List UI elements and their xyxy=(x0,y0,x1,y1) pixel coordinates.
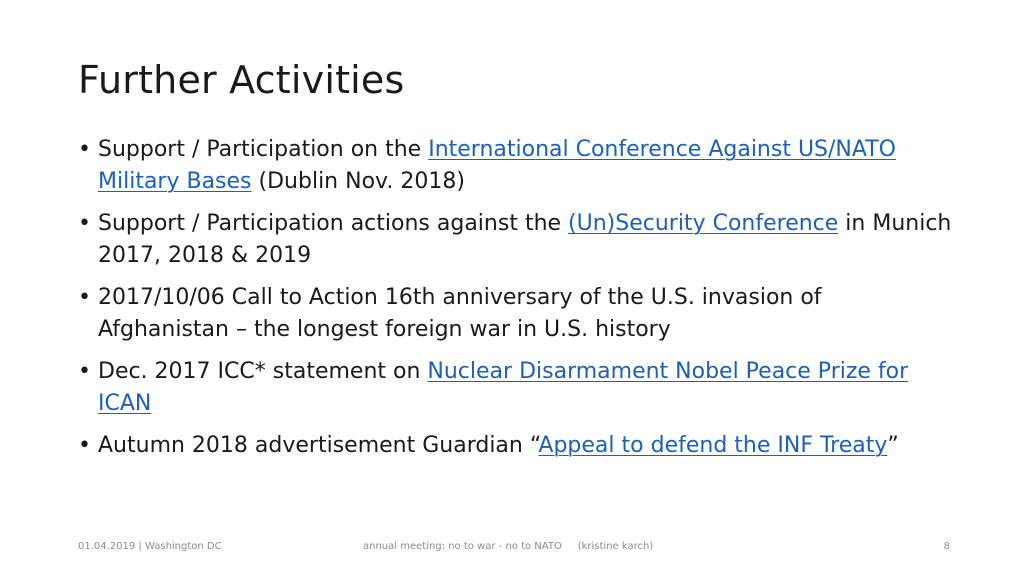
bullet-item-3 xyxy=(76,282,956,346)
bullet-item-5 xyxy=(76,430,956,462)
bullet-text: Dec. 2017 ICC* statement on xyxy=(98,359,428,384)
bullet-item-1 xyxy=(76,134,956,198)
bullet-item-4 xyxy=(76,356,956,420)
bullet-text: (Dublin Nov. 2018) xyxy=(251,169,465,194)
link-security-conference[interactable]: (Un)Security Conference xyxy=(568,211,839,236)
link-nobel-peace-prize[interactable]: Nuclear Disarmament Nobel Peace Prize for ICAN xyxy=(98,359,909,416)
slide-title: Further Activities xyxy=(78,58,405,102)
bullet-text: in Munich 2017, 2018 & 2019 xyxy=(98,211,952,268)
footer-center-text: annual meeting: no to war - no to NATO (kristine karch) xyxy=(363,541,654,552)
bullet-dot: • xyxy=(78,433,91,458)
bullet-text: ” xyxy=(887,433,899,458)
link-international-conference[interactable]: International Conference Against US/NATO Military Bases xyxy=(98,137,896,194)
bullet-dot: • xyxy=(78,137,91,162)
link-inf-treaty-appeal[interactable]: Appeal to defend the INF Treaty xyxy=(538,433,888,458)
bullet-text: Support / Participation on the xyxy=(98,137,429,162)
bullet-item-2 xyxy=(76,208,956,272)
page-number: 8 xyxy=(943,541,950,552)
bullet-text: Support / Participation actions against the xyxy=(98,211,569,236)
bullet-dot: • xyxy=(78,211,91,236)
bullet-dot: • xyxy=(78,285,91,310)
bullet-text: 2017/10/06 Call to Action 16th anniversary of the U.S. invasion of Afghanistan – the longest foreign war in U.S. history xyxy=(98,285,822,342)
bullet-text: Autumn 2018 advertisement Guardian “ xyxy=(98,433,539,458)
footer-date-location: 01.04.2019 | Washington DC xyxy=(78,541,222,552)
bullet-dot: • xyxy=(78,359,91,384)
bullet-list xyxy=(76,134,956,472)
